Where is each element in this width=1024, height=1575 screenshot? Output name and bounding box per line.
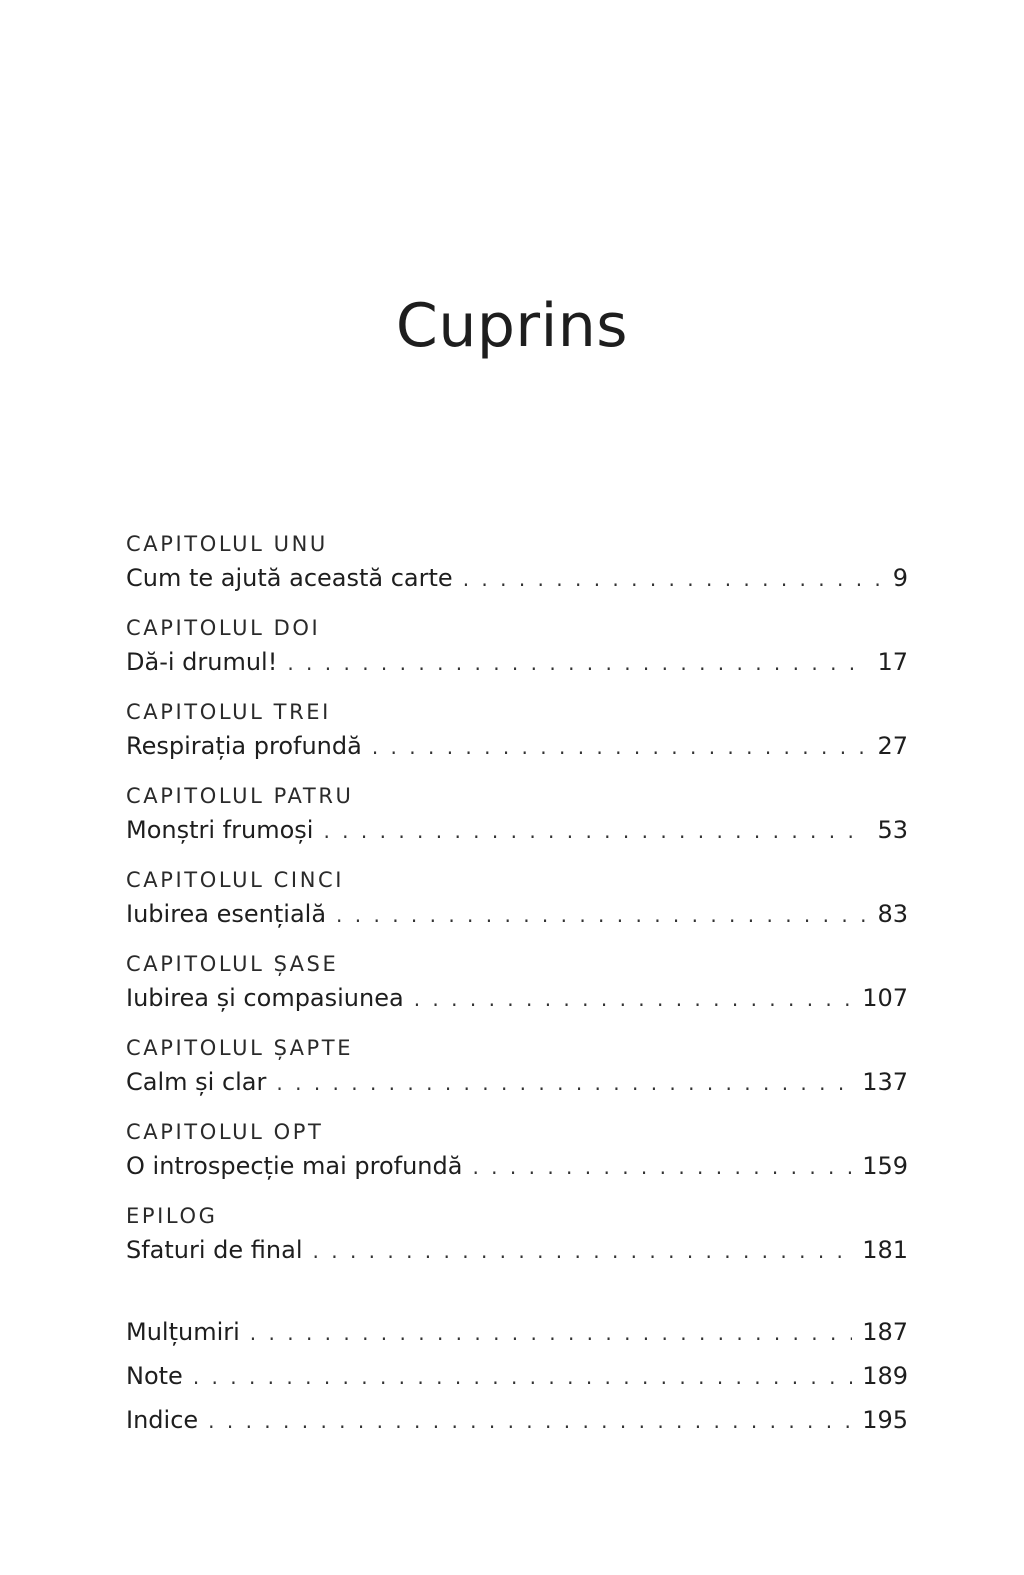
entry-title: Cum te ajută această carte bbox=[126, 564, 453, 592]
toc-chapter bbox=[126, 1116, 908, 1200]
entry-title: Monștri frumoși bbox=[126, 816, 314, 844]
toc-entry bbox=[126, 896, 908, 932]
toc-chapter bbox=[126, 1200, 908, 1284]
toc-back-matter bbox=[126, 1314, 908, 1446]
dot-leader bbox=[313, 1233, 853, 1269]
entry-title: Note bbox=[126, 1362, 183, 1390]
chapter-label: CAPITOLUL DOI bbox=[126, 616, 321, 640]
dot-leader bbox=[208, 1403, 852, 1439]
entry-title: Iubirea și compasiunea bbox=[126, 984, 404, 1012]
dot-leader bbox=[287, 645, 867, 681]
toc-entry bbox=[126, 560, 908, 596]
chapter-label: CAPITOLUL ȘAPTE bbox=[126, 1036, 354, 1060]
page-number: 17 bbox=[877, 648, 908, 676]
entry-title: O introspecție mai profundă bbox=[126, 1152, 463, 1180]
toc-entry bbox=[126, 644, 908, 680]
page-number: 159 bbox=[862, 1152, 908, 1180]
toc-chapter bbox=[126, 528, 908, 612]
toc-chapter bbox=[126, 612, 908, 696]
dot-leader bbox=[414, 981, 852, 1017]
toc-entry bbox=[126, 1314, 908, 1358]
page-number: 9 bbox=[892, 564, 908, 592]
entry-title: Respirația profundă bbox=[126, 732, 362, 760]
chapter-label: CAPITOLUL PATRU bbox=[126, 784, 354, 808]
entry-title: Mulțumiri bbox=[126, 1318, 240, 1346]
chapter-label: CAPITOLUL CINCI bbox=[126, 868, 345, 892]
toc-entry bbox=[126, 812, 908, 848]
dot-leader bbox=[472, 1149, 852, 1185]
page-number: 187 bbox=[862, 1318, 908, 1346]
entry-title: Iubirea esențială bbox=[126, 900, 327, 928]
page-number: 107 bbox=[862, 984, 908, 1012]
chapter-label: CAPITOLUL UNU bbox=[126, 532, 328, 556]
toc-entry bbox=[126, 1148, 908, 1184]
page-number: 181 bbox=[862, 1236, 908, 1264]
dot-leader bbox=[250, 1315, 852, 1351]
page-number: 137 bbox=[862, 1068, 908, 1096]
toc-entry bbox=[126, 1232, 908, 1268]
dot-leader bbox=[336, 897, 867, 933]
toc-chapter bbox=[126, 948, 908, 1032]
page-number: 195 bbox=[862, 1406, 908, 1434]
page-number: 189 bbox=[862, 1362, 908, 1390]
chapter-label: CAPITOLUL TREI bbox=[126, 700, 331, 724]
dot-leader bbox=[276, 1065, 852, 1101]
dot-leader bbox=[193, 1359, 852, 1395]
page-title: Cuprins bbox=[395, 291, 629, 362]
entry-title: Indice bbox=[126, 1406, 199, 1434]
chapter-label: CAPITOLUL OPT bbox=[126, 1120, 324, 1144]
toc-entry bbox=[126, 1402, 908, 1446]
dot-leader bbox=[372, 729, 868, 765]
toc-chapter bbox=[126, 696, 908, 780]
toc-chapter bbox=[126, 1032, 908, 1116]
dot-leader bbox=[463, 561, 883, 597]
chapter-label: EPILOG bbox=[126, 1204, 218, 1228]
toc-entry bbox=[126, 1358, 908, 1402]
page-number: 83 bbox=[877, 900, 908, 928]
entry-title: Dă-i drumul! bbox=[126, 648, 278, 676]
toc-chapter bbox=[126, 864, 908, 948]
page-number: 27 bbox=[877, 732, 908, 760]
entry-title: Sfaturi de final bbox=[126, 1236, 303, 1264]
toc-entry bbox=[126, 728, 908, 764]
toc-chapter bbox=[126, 780, 908, 864]
chapter-label: CAPITOLUL ȘASE bbox=[126, 952, 339, 976]
dot-leader bbox=[323, 813, 867, 849]
entry-title: Calm și clar bbox=[126, 1068, 267, 1096]
toc-entry bbox=[126, 980, 908, 1016]
page-number: 53 bbox=[877, 816, 908, 844]
toc-entry bbox=[126, 1064, 908, 1100]
table-of-contents bbox=[126, 528, 908, 1284]
